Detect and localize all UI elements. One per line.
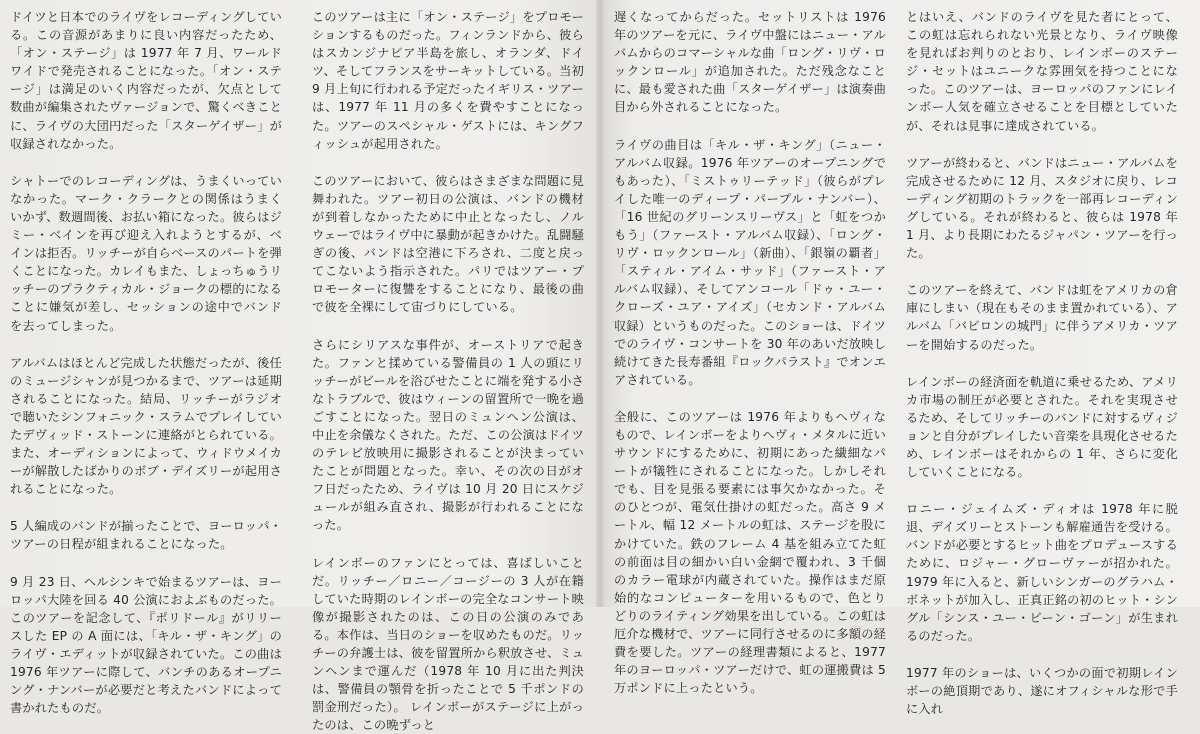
paragraph: アルバムはほとんど完成した状態だったが、後任のミュージシャンが見つかるまで、ツアーは延期されることになった。結局、リッチーがラジオで聴いたシンフォニック・スラムでプレイしていたデヴィッド・ストーンに連絡がとられている。また、オーディションによって、ウィドウメイカーが解散したばかりのボブ・デイズリーが起用されることになった。 bbox=[10, 355, 282, 497]
text-column-3 bbox=[614, 8, 886, 696]
paragraph: さらにシリアスな事件が、オーストリアで起きた。ファンと揉めている警備員の 1 人の頭にリッチーがビールを浴びせたことに端を発する小さなトラブルで、彼はウィーンの留置所で一晩を過ごすことになった。翌日のミュンヘン公演は、中止を余儀なくされた。ただ、この公演はドイツのテレビ放映用に撮影されることが決まっていたことが問題となった。幸い、その次の日がオフ日だったため、ライヴは 10 月 20 日にスケジュールが組み直され、撮影が行われることになった。 bbox=[312, 337, 584, 533]
paragraph: レインボーの経済面を軌道に乗せるため、アメリカ市場の制圧が必要とされた。それを実現させるため、そしてリッチーのバンドに対するヴィジョンと自分がプレイしたい音楽を具現化させるため、レインボーはそれからの 1 年、さらに変化していくことになる。 bbox=[906, 374, 1178, 480]
text-column-1 bbox=[10, 8, 282, 716]
paragraph: ツアーが終わると、バンドはニュー・アルバムを完成させるために 12 月、スタジオに戻り、レコーディング初期のトラックを一部再レコーディングしている。それが終わると、彼らは 1978 年 1 月、より長期にわたるジャパン・ツアーを行った。 bbox=[906, 155, 1178, 261]
paragraph: 5 人編成のバンドが揃ったことで、ヨーロッパ・ツアーの日程が組まれることになった。 bbox=[10, 519, 282, 552]
paragraph: このツアーを終えて、バンドは虹をアメリカの倉庫にしまい（現在もそのまま置かれている）、アルバム「バビロンの城門」に伴うアメリカ・ツアーを開始するのだった。 bbox=[906, 283, 1178, 352]
paragraph: ドイツと日本でのライヴをレコーディングしている。この音源があまりに良い内容だったため、「オン・ステージ」は 1977 年 7 月、ワールドワイドで発売されることになった。「オン・ステージ」は満足のいく内容だったが、欠点として数曲が編集されたヴァージョンで、驚くべきことに、ライヴの大団円だった「スターゲイザー」が収録されなかった。 bbox=[10, 10, 282, 151]
page-gutter bbox=[596, 0, 604, 607]
paragraph: 9 月 23 日、ヘルシンキで始まるツアーは、ヨーロッパ大陸を回る 40 公演におよぶものだった。このツアーを記念して、『ポリドール』がリリースした EP の A 面には、「キル・ザ・キング」のライヴ・エディットが収録されていた。この曲は 1976 年ツアーに際して、バンチのあるオープニング・ナンバーが必要だと考えたバンドによって書かれたものだ。 bbox=[10, 574, 282, 716]
paragraph: とはいえ、バンドのライヴを見た者にとって、この虹は忘れられない光景となり、ライヴ映像を見ればお判りのとおり、レインボーのステージ・セットはユニークな雰囲気を持つことになった。このツアーは、ヨーロッパのファンにレインボー人気を確立させることを目標としていたが、それは見事に達成されている。 bbox=[906, 10, 1178, 133]
paragraph: シャトーでのレコーディングは、うまくいっていなかった。マーク・クラークとの関係はうまくいかず、数週間後、お払い箱になった。彼らはジミー・ベインを再び迎え入れようとするが、ベインは拒否。リッチーが自らベースのパートを弾くことになった。カレイもまた、しょっちゅうリッチーのプラクティカル・ジョークの標的になることに嫌気が差し、セッションの途中でバンドを去ってしまった。 bbox=[10, 173, 282, 333]
text-column-4 bbox=[906, 8, 1178, 717]
text-column-2 bbox=[312, 8, 584, 733]
paragraph: レインボーのファンにとっては、喜ばしいことだ。リッチー／ロニー／コージーの 3 人が在籍していた時期のレインボーの完全なコンサート映像が撮影されたのは、この日の公演のみである。本作は、当日のショーを収めたものだ。リッチーの弁護士は、彼を留置所から釈放させ、ミュンヘンまで運んだ（1978 年 10 月に出た判決は、警備員の顎骨を折ったことで 5 千ポンドの罰金刑だった）。 レインボーがステージに上がったのは、この晩ずっと bbox=[312, 555, 584, 733]
paragraph: このツアーにおいて、彼らはさまざまな問題に見舞われた。ツアー初日の公演は、バンドの機材が到着しなかったために中止となったし、ノルウェーではライヴ中に暴動が起きかけた。乱闘騒ぎの後、バンドは空港に下ろされ、二度と戻ってこないよう指示された。パリではツアー・プロモーターに復讐をすることになり、最後の曲で彼を全裸にして宙づりにしている。 bbox=[312, 173, 584, 315]
paragraph: 遅くなってからだった。セットリストは 1976 年のツアーを元に、ライヴ中盤にはニュー・アルバムからのコマーシャルな曲「ロング・リヴ・ロックンロール」が追加された。ただ残念なことに、最も愛された曲「スターゲイザー」は演奏曲目から外されることになった。 bbox=[614, 10, 886, 115]
paragraph: 全般に、このツアーは 1976 年よりもヘヴィなもので、レインボーをよりヘヴィ・メタルに近いサウンドにするために、初期にあった繊細なパートが犠牲にされることになった。しかしそれでも、目を見張る要素には事欠かなかった。そのひとつが、電気仕掛けの虹だった。高さ 9 メートル、幅 12 メートルの虹は、ステージを股にかけていた。鉄のフレーム 4 基を組み立てた虹の前面は目の細かい白い金網で覆われ、3 千個のカラー電球が内蔵されていた。操作はまだ原始的なコンピューターを用いるもので、色とりどりのライティング効果を出している。この虹は厄介な機材で、ツアーに同行させるのに多額の経費を要した。ツアーの経理書類によると、1977 年のヨーロッパ・ツアーだけで、虹の運搬費は 5 万ポンドに上ったという。 bbox=[614, 409, 886, 696]
paragraph: このツアーは主に「オン・ステージ」をプロモーションするものだった。フィンランドから、彼らはスカンジナビア半島を旅し、オランダ、ドイツ、そしてフランスをサーキットしている。当初 9 月上旬に行われる予定だったイギリス・ツアーは、1977 年 11 月の多くを費やすことになった。ツアーのスペシャル・ゲストには、キングフィッシュが起用された。 bbox=[312, 10, 584, 151]
paragraph: ロニー・ジェイムズ・ディオは 1978 年に脱退、デイズリーとストーンも解雇通告を受ける。バンドが必要とするヒット曲をプロデュースするために、ロジャー・グローヴァーが招かれた。1979 年に入ると、新しいシンガーのグラハム・ボネットが加入し、正真正銘の初のヒット・シングル「シンス・ユー・ビーン・ゴーン」が生まれるのだった。 bbox=[906, 502, 1178, 643]
paragraph: 1977 年のショーは、いくつかの面で初期レインボーの絶頂期であり、遂にオフィシャルな形で手に入れ bbox=[906, 665, 1178, 717]
paragraph: ライヴの曲目は「キル・ザ・キング」（ニュー・アルバム収録。1976 年ツアーのオープニングでもあった）、「ミストゥリーテッド」（彼らがプレイした唯一のディープ・パープル・ナンバー）、「16 世紀のグリーンスリーヴス」と「虹をつかもう」（ファースト・アルバム収録）、「ロング・リヴ・ロックンロール」（新曲）、「銀嶺の覇者」「スティル・アイム・サッド」（ファースト・アルバム収録）、そしてアンコール「ドゥ・ユー・クローズ・ユア・アイズ」（セカンド・アルバム収録）というものだった。このショーは、ドイツでのライヴ・コンサートを 30 年のあいだ放映し続けてきた長寿番組『ロックパラスト』でオンエアされている。 bbox=[614, 137, 886, 387]
